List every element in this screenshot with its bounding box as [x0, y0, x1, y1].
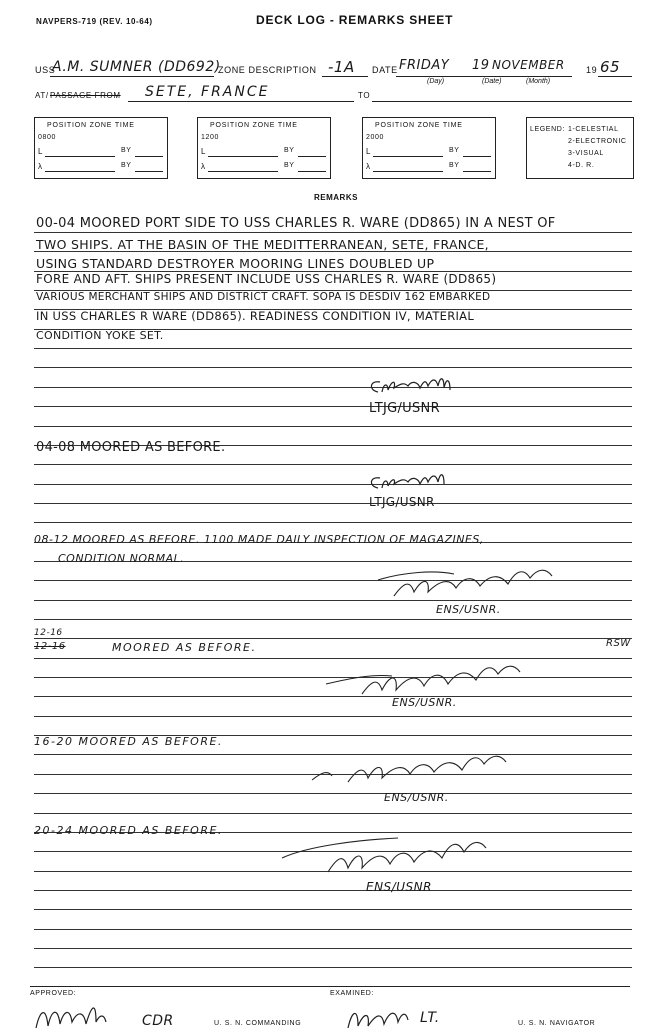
- ruled-line: [34, 638, 632, 639]
- longitude-label: λ: [366, 162, 370, 171]
- remarks-line: MOORED AS BEFORE.: [112, 641, 257, 654]
- examined-rank: LT.: [420, 1010, 440, 1026]
- ruled-line: [34, 406, 632, 407]
- by-label: BY: [449, 162, 460, 169]
- remarks-line: TWO SHIPS. AT THE BASIN OF THE MEDITTERRANEAN, SETE, FRANCE,: [36, 237, 489, 252]
- ruled-line: [34, 658, 632, 659]
- ruled-line: [34, 503, 632, 504]
- signature-rank: ENS/USNR: [366, 880, 432, 894]
- signature-image: [322, 660, 542, 700]
- remarks-line: 00-04 MOORED PORT SIDE TO USS CHARLES R. WARE (DD865) IN A NEST OF: [36, 216, 556, 231]
- by-label: BY: [449, 147, 460, 154]
- ruled-line: [34, 484, 632, 485]
- position-box-1200: [197, 117, 331, 179]
- position-time: 1200: [201, 134, 219, 141]
- date-label: DATE: [372, 65, 398, 75]
- zone-value: -1A: [328, 58, 355, 76]
- longitude-label: λ: [201, 162, 205, 171]
- examined-signature-image: [344, 1004, 414, 1032]
- ruled-line: [34, 716, 632, 717]
- legend-item: 2-ELECTRONIC: [568, 138, 627, 145]
- approved-label: APPROVED:: [30, 990, 77, 997]
- ruled-line: [34, 367, 632, 368]
- remarks-line: 12-16: [34, 628, 63, 638]
- signature-image: [364, 470, 464, 494]
- by-label: BY: [121, 147, 132, 154]
- longitude-label: λ: [38, 162, 42, 171]
- ruled-line: [34, 909, 632, 910]
- ruled-line: [34, 813, 632, 814]
- position-time: 2000: [366, 134, 384, 141]
- ruled-line: [34, 464, 632, 465]
- signature-image: [308, 752, 528, 792]
- ruled-line: [34, 793, 632, 794]
- signature-rank: LTJG/USNR: [369, 401, 440, 416]
- year-prefix: 19: [586, 65, 598, 75]
- position-time: 0800: [38, 134, 56, 141]
- remarks-line: 16-20 MOORED AS BEFORE.: [34, 735, 223, 748]
- signature-rank: ENS/USNR.: [384, 791, 449, 804]
- ruled-line: [34, 619, 632, 620]
- signature-image: [364, 374, 464, 398]
- to-label: TO: [358, 91, 371, 100]
- year-value: 65: [600, 58, 621, 76]
- legend-box: [526, 117, 634, 179]
- navigator-label: U. S. N. NAVIGATOR: [518, 1020, 596, 1027]
- commanding-label: U. S. N. COMMANDING: [214, 1020, 302, 1027]
- sub-date: (Date): [482, 78, 502, 85]
- approved-rank: CDR: [142, 1013, 174, 1029]
- remarks-line: IN USS CHARLES R WARE (DD865). READINESS CONDITION IV, MATERIAL: [36, 309, 475, 323]
- location-value: SETE, FRANCE: [145, 84, 270, 100]
- ruled-line: [34, 929, 632, 930]
- remarks-line: CONDITION YOKE SET.: [36, 329, 164, 342]
- signature-image: [278, 832, 518, 882]
- ruled-line: [34, 522, 632, 523]
- ruled-line: [34, 890, 632, 891]
- form-id: NAVPERS-719 (REV. 10-64): [36, 17, 153, 26]
- position-box-header: POSITION ZONE TIME: [375, 122, 463, 129]
- ruled-line: [34, 232, 632, 233]
- approved-signature-image: [30, 1000, 140, 1032]
- legend-label: LEGEND:: [530, 126, 565, 133]
- month-value: NOVEMBER: [492, 58, 565, 72]
- position-box-0800: [34, 117, 168, 179]
- struck-time: 12-16: [34, 641, 66, 652]
- ruled-line: [34, 967, 632, 968]
- remarks-line: USING STANDARD DESTROYER MOORING LINES DOUBLED UP: [36, 256, 435, 271]
- at-label: AT/: [35, 91, 49, 100]
- legend-item: 4-D. R.: [568, 162, 595, 169]
- day-value: FRIDAY: [399, 58, 450, 73]
- page-title: DECK LOG - REMARKS SHEET: [256, 13, 454, 27]
- sub-month: (Month): [526, 78, 551, 85]
- zone-label: ZONE DESCRIPTION: [218, 65, 317, 75]
- remarks-line: VARIOUS MERCHANT SHIPS AND DISTRICT CRAFT. SOPA IS DESDIV 162 EMBARKED: [36, 291, 491, 303]
- remarks-line: 08-12 MOORED AS BEFORE. 1100 MADE DAILY INSPECTION OF MAGAZINES,: [34, 533, 484, 546]
- ruled-line: [34, 348, 632, 349]
- by-label: BY: [121, 162, 132, 169]
- remarks-line: FORE AND AFT. SHIPS PRESENT INCLUDE USS CHARLES R. WARE (DD865): [36, 272, 497, 286]
- signature-image: [374, 566, 564, 606]
- remarks-line: 20-24 MOORED AS BEFORE.: [34, 824, 223, 837]
- by-label: BY: [284, 162, 295, 169]
- remarks-line: CONDITION NORMAL.: [58, 552, 185, 565]
- remarks-line: 04-08 MOORED AS BEFORE.: [36, 440, 226, 455]
- latitude-label: L: [201, 147, 206, 156]
- position-box-2000: [362, 117, 496, 179]
- latitude-label: L: [38, 147, 43, 156]
- sub-day: (Day): [427, 78, 445, 85]
- position-box-header: POSITION ZONE TIME: [47, 122, 135, 129]
- signature-rank: ENS/USNR.: [436, 603, 501, 616]
- signature-rank: LTJG/USNR: [369, 495, 435, 509]
- by-label: BY: [284, 147, 295, 154]
- position-box-header: POSITION ZONE TIME: [210, 122, 298, 129]
- latitude-label: L: [366, 147, 371, 156]
- uss-label: USS: [35, 65, 56, 75]
- legend-item: 1-CELESTIAL: [568, 126, 619, 133]
- examined-label: EXAMINED:: [330, 990, 374, 997]
- ruled-line: [34, 387, 632, 388]
- remarks-label: REMARKS: [314, 193, 358, 202]
- date-value: 19: [472, 58, 490, 73]
- ship-name: A.M. SUMNER (DD692): [52, 59, 221, 75]
- signature-rank: ENS/USNR.: [392, 696, 457, 709]
- ruled-line: [34, 426, 632, 427]
- ruled-line: [34, 948, 632, 949]
- legend-item: 3-VISUAL: [568, 150, 604, 157]
- margin-initials: RSW: [606, 638, 631, 649]
- passage-label: PASSAGE FROM: [50, 91, 121, 100]
